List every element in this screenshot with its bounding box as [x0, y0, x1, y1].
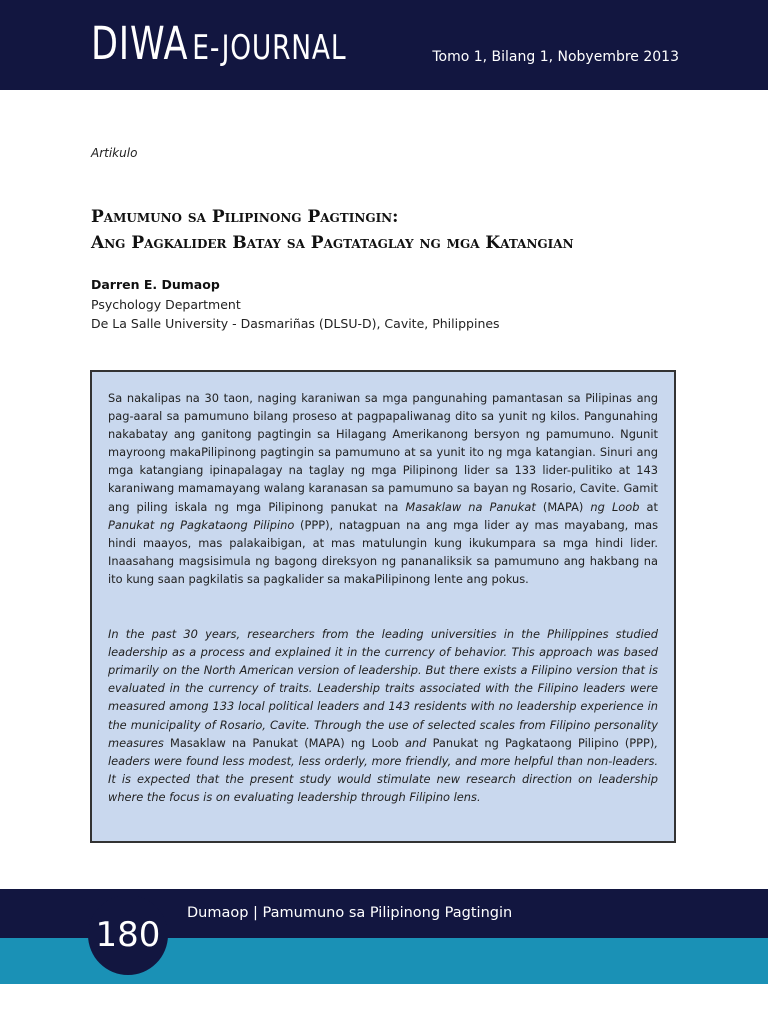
abstract-box	[90, 370, 676, 843]
author-affiliation: De La Salle University - Dasmariñas (DLSU-D), Cavite, Philippines	[91, 316, 500, 331]
abstract-filipino: Sa nakalipas na 30 taon, naging karaniwan sa mga pangunahing pamantasan sa Pilipinas ang pag-aaral sa pamumuno bilang proseso at pagpapaliwanag dito sa yunit ng kilos. Pangunahing nakabatay ang ganitong pagtingin sa Hilagang Amerikanong bersyon ng pamumuno. Ngunit mayroong makaPilipinong pagtingin sa pamumuno at sa yunit ito ng mga katangian. Sinuri ang mga katangiang ipinapalagay na taglay ng mga Pilipinong lider sa 133 lider-pulitiko at 143 karaniwang mamamayang walang karanasan sa pamumuno sa bayan ng Rosario, Cavite. Gamit ang piling iskala ng mga Pilipinong panukat na Masaklaw na Panukat (MAPA) ng Loob at Panukat ng Pagkataong Pilipino (PPP), natagpuan na ang mga lider ay mas mayabang, mas hindi maayos, mas palakaibigan, at mas matulungin kung ikukumpara sa mga hindi lider. Inaasahang magsisimula ng bagong direksyon ng pananaliksik sa pamumuno ang hakbang na ito kung saan pagkilatis sa pagkalider sa makaPilipinong lente ang pokus.	[108, 391, 659, 586]
author-name: Darren E. Dumaop	[91, 277, 220, 292]
title-line-2: Ang Pagkalider Batay sa Pagtataglay ng mga Katangian	[91, 233, 574, 253]
abstract-english: In the past 30 years, researchers from the leading universities in the Philippines studied leadership as a process and explained it in the currency of behavior. This approach was based primarily on the North American version of leadership. But there exists a Filipino version that is evaluated in the currency of traits. Leadership traits associated with the Filipino leaders were measured among 133 local political leaders and 143 residents with no leadership experience in the municipality of Rosario, Cavite. Through the use of selected scales from Filipino personality measures Masaklaw na Panukat (MAPA) ng Loob and Panukat ng Pagkataong Pilipino (PPP), leaders were found less modest, less orderly, more friendly, and more helpful than non-leaders. It is expected that the present study would stimulate new research direction on leadership where the focus is on evaluating leadership through Filipino lens.	[108, 627, 658, 804]
page-number: 180	[95, 915, 161, 955]
author-department: Psychology Department	[91, 296, 241, 312]
page-number-badge	[88, 895, 168, 975]
running-title: Dumaop | Pamumuno sa Pilipinong Pagtingin	[187, 905, 513, 921]
journal-logo	[91, 17, 346, 70]
article-title	[91, 204, 574, 256]
logo-sub: E-JOURNAL	[192, 28, 347, 68]
title-line-1: Pamumuno sa Pilipinong Pagtingin:	[91, 207, 399, 227]
journal-header	[0, 0, 768, 90]
issue-info: Tomo 1, Bilang 1, Nobyembre 2013	[432, 49, 679, 65]
author-block	[91, 275, 500, 334]
section-label: Artikulo	[91, 146, 138, 160]
logo-main: DIWA	[91, 17, 189, 70]
